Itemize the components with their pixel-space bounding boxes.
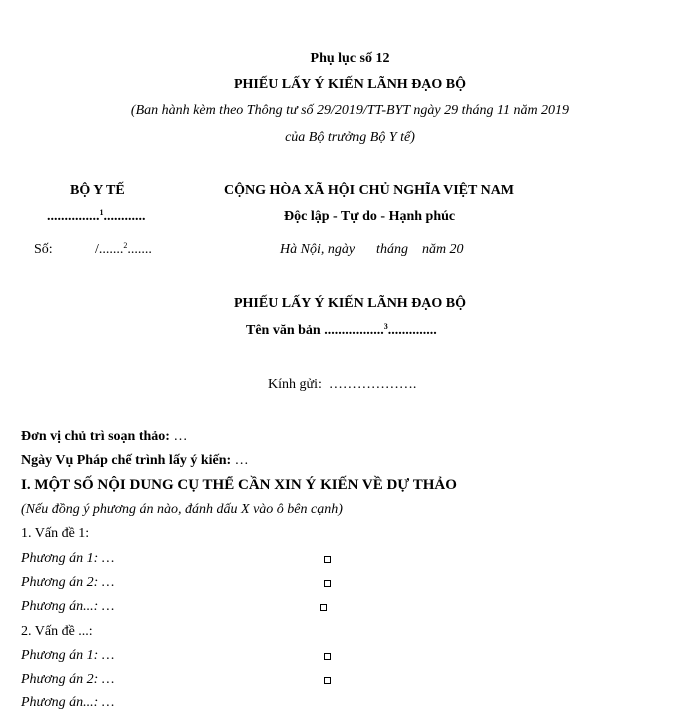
issue-1-option-1-checkbox[interactable]: [324, 556, 331, 563]
footnote-ref-3: 3: [383, 322, 388, 331]
national-title: CỘNG HÒA XÃ HỘI CHỦ NGHĨA VIỆT NAM: [224, 183, 515, 198]
issued-note-line-2: của Bộ trưởng Bộ Y tế): [285, 130, 415, 145]
footnote-ref-1: 1: [99, 208, 104, 217]
issue-1-heading: 1. Vấn đề 1:: [21, 526, 90, 541]
issue-2-option-2-checkbox[interactable]: [324, 677, 331, 684]
footnote-ref-2: 2: [123, 241, 128, 250]
document-name-line: Tên văn bản .................$^3$..............: [246, 322, 437, 338]
issue-1-option-3-checkbox[interactable]: [320, 604, 327, 611]
appendix-number: Phụ lục số 12: [310, 51, 390, 66]
issue-2-option-2: Phương án 2: …: [21, 672, 115, 687]
document-number-label: Số:: [34, 242, 53, 257]
national-motto: Độc lập - Tự do - Hạnh phúc: [284, 209, 456, 224]
issue-1-option-2-checkbox[interactable]: [324, 580, 331, 587]
section-1-instruction: (Nếu đồng ý phương án nào, đánh dấu X vào ô bên cạnh): [21, 502, 343, 517]
issuing-unit-placeholder: ...............$^1$............: [47, 208, 146, 224]
document-number-placeholder: /.......$^2$.......: [95, 241, 152, 257]
issue-2-option-1: Phương án 1: …: [21, 648, 115, 663]
issue-2-heading: 2. Vấn đề ...:: [21, 624, 93, 639]
issue-1-option-1: Phương án 1: …: [21, 551, 115, 566]
issue-1-option-3: Phương án...: …: [21, 599, 115, 614]
ministry-name: BỘ Y TẾ: [70, 183, 125, 198]
section-1-title: I. MỘT SỐ NỘI DUNG CỤ THỂ CẦN XIN Ý KIẾN VỀ DỰ THẢO: [21, 477, 457, 493]
issued-note-line-1: (Ban hành kèm theo Thông tư số 29/2019/TT-BYT ngày 29 tháng 11 năm 2019: [130, 103, 570, 118]
place-and-date: Hà Nội, ngày tháng năm 20: [280, 242, 464, 257]
issue-2-option-1-checkbox[interactable]: [324, 653, 331, 660]
issue-1-option-2: Phương án 2: …: [21, 575, 115, 590]
recipient-line: Kính gửi: ……………….: [268, 377, 417, 392]
submission-date-line: Ngày Vụ Pháp chế trình lấy ý kiến: …: [21, 453, 249, 468]
body-title: PHIẾU LẤY Ý KIẾN LÃNH ĐẠO BỘ: [233, 296, 467, 311]
drafting-unit-line: Đơn vị chủ trì soạn thảo: …: [21, 429, 188, 444]
form-title: PHIẾU LẤY Ý KIẾN LÃNH ĐẠO BỘ: [233, 77, 467, 92]
issue-2-option-3: Phương án...: …: [21, 695, 115, 710]
